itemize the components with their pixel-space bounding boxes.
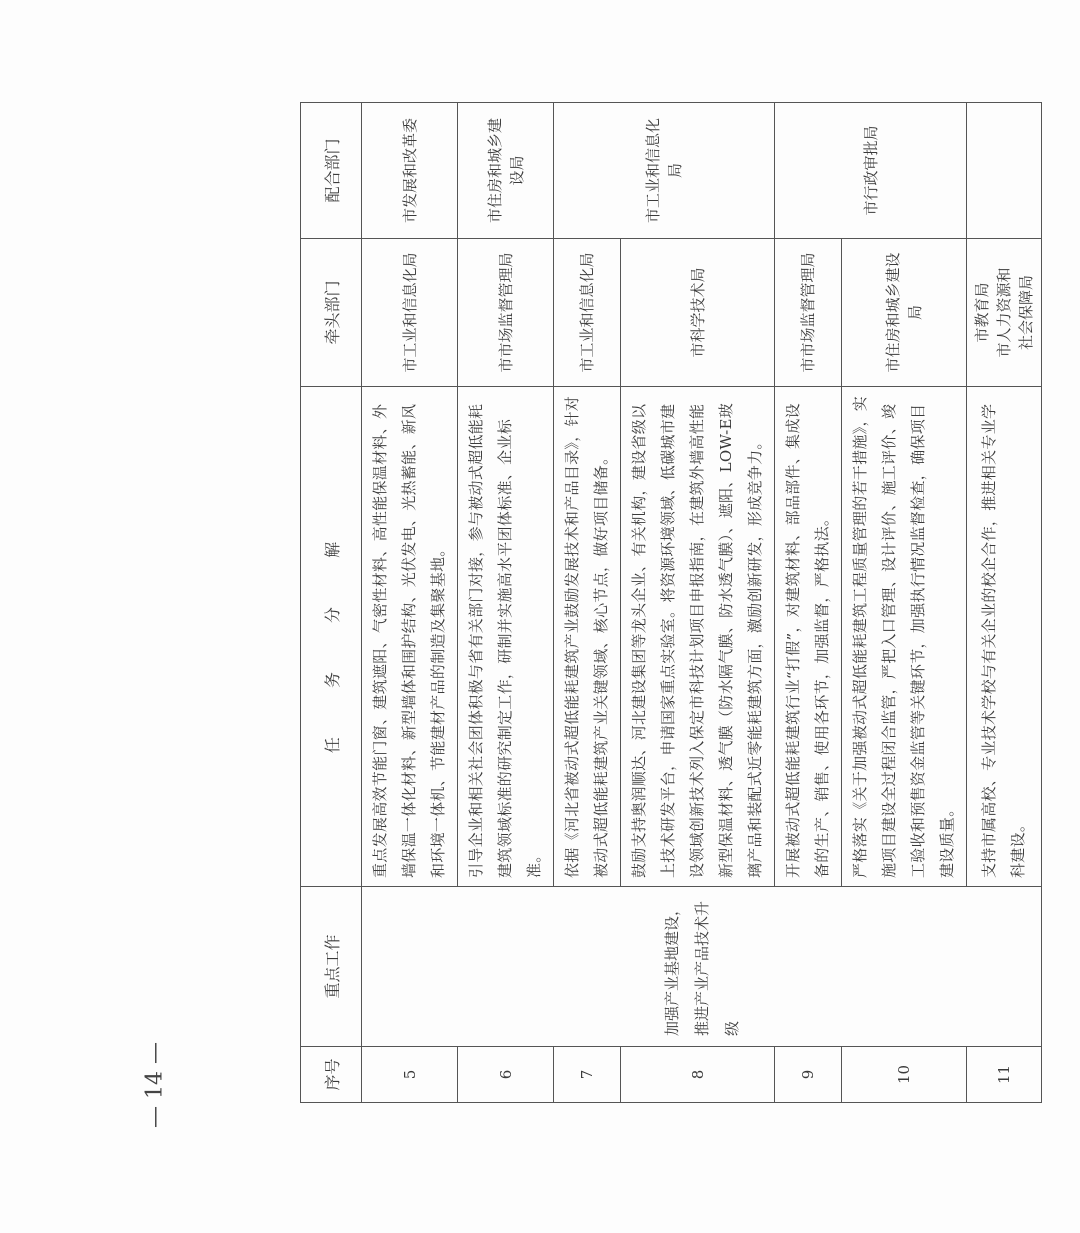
header-coop-dept: 配合部门 — [301, 103, 362, 239]
row-lead-dept: 市科学技术局 — [621, 239, 775, 387]
row-lead-dept: 市市场监督管理局 — [775, 239, 842, 387]
task-table — [300, 102, 1042, 1103]
row-coop-dept: 市发展和改革委 — [362, 103, 458, 239]
row-lead-dept: 市住房和城乡建设局 — [842, 239, 967, 387]
row-seq: 10 — [842, 1047, 967, 1103]
row-seq: 7 — [554, 1047, 621, 1103]
row-lead-dept: 市市场监督管理局 — [458, 239, 554, 387]
header-seq: 序号 — [301, 1047, 362, 1103]
row-seq: 9 — [775, 1047, 842, 1103]
row-seq: 11 — [967, 1047, 1042, 1103]
row-task: 鼓励支持奥润顺达、河北建设集团等龙头企业、有关机构，建设省级以上技术研发平台，申请国家重点实验室。将资源环境领域、低碳城市建设领域创新技术列入保定市科技计划项目申报指南，在建筑外墙高性能新型保温材料、透气膜（防水隔气膜、防水透气膜）、遮阳、LOW-E玻璃产品和装配式近零能耗建筑方面，激励创新研发，形成竞争力。 — [621, 387, 775, 887]
table-row — [362, 103, 458, 1103]
row-lead-dept: 市工业和信息化局 — [362, 239, 458, 387]
row-task: 开展被动式超低能耗建筑行业“打假”，对建筑材料、部品部件、集成设备的生产、销售、使用各环节，加强监督，严格执法。 — [775, 387, 842, 887]
header-key-work: 重点工作 — [301, 887, 362, 1047]
row-task: 严格落实《关于加强被动式超低能耗建筑工程质量管理的若干措施》，实施项目建设全过程闭合监管，严把入口管理、设计评价、施工评价、竣工验收和预售资金监管等关键环节，加强执行情况监督检查，确保项目建设质量。 — [842, 387, 967, 887]
row-coop-dept — [967, 103, 1042, 239]
lead-line: 市人力资源和 — [995, 267, 1013, 358]
row-coop-dept: 市住房和城乡建设局 — [458, 103, 554, 239]
lead-line: 市教育局 — [973, 282, 991, 343]
page-number-footer — [130, 1025, 180, 1145]
lead-line: 社会保障局 — [1017, 275, 1035, 351]
rotated-table-wrapper — [300, 103, 1035, 1103]
key-work-cell: 加强产业基地建设，推进产业产品技术升级 — [362, 887, 1042, 1047]
row-coop-dept: 市行政审批局 — [775, 103, 967, 239]
row-lead-dept — [967, 239, 1042, 387]
row-lead-dept: 市工业和信息化局 — [554, 239, 621, 387]
page-number: — 14 — — [142, 1042, 168, 1128]
table-header-row — [301, 103, 362, 1103]
row-task: 引导企业和相关社会团体积极与省有关部门对接，参与被动式超低能耗建筑领域标准的研究制定工作，研制并实施高水平团体标准、企业标准。 — [458, 387, 554, 887]
row-seq: 6 — [458, 1047, 554, 1103]
row-coop-dept: 市工业和信息化局 — [554, 103, 775, 239]
row-task: 依据《河北省被动式超低能耗建筑产业鼓励发展技术和产品目录》，针对被动式超低能耗建筑产业关键领域、核心节点，做好项目储备。 — [554, 387, 621, 887]
header-lead-dept: 牵头部门 — [301, 239, 362, 387]
row-task: 重点发展高效节能门窗、建筑遮阳、气密性材料、高性能保温材料、外墙保温一体化材料、新型墙体和围护结构、光伏发电、光热蓄能、新风和环境一体机、节能建材产品的制造及集聚基地。 — [362, 387, 458, 887]
row-seq: 8 — [621, 1047, 775, 1103]
row-seq: 5 — [362, 1047, 458, 1103]
header-task: 任 务 分 解 — [301, 387, 362, 887]
row-task: 支持市属高校、专业技术学校与有关企业的校企合作，推进相关专业学科建设。 — [967, 387, 1042, 887]
